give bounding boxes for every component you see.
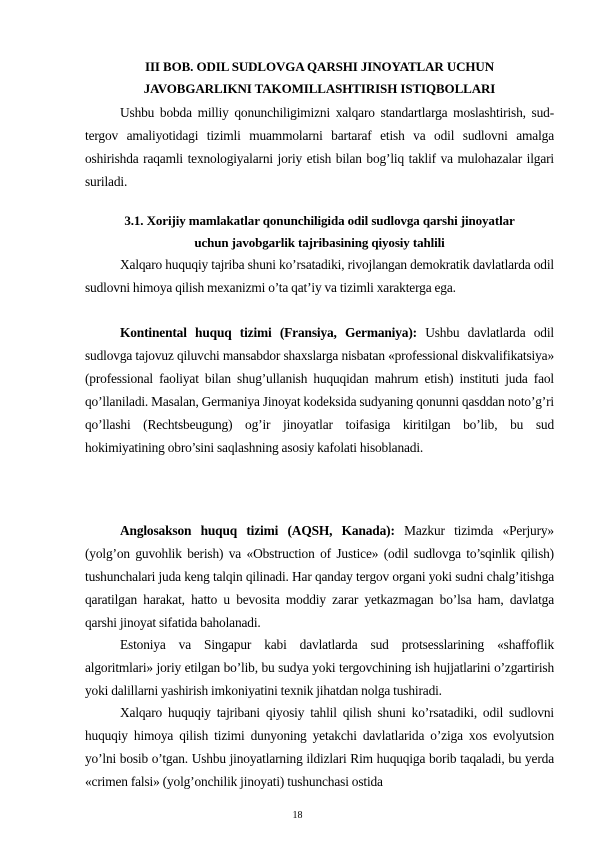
intro-paragraph: Ushbu bobda milliy qonunchiligimizni xalqaro standartlarga moslashtirish, sud-tergov amaliyotidagi tizimli muammolarni bartaraf etish va odil sudlovni amalga oshirishda raqamli texnologiyalarni joriy etish bilan bog’liq taklif va mulohazalar ilgari suriladi. bbox=[85, 105, 554, 190]
paragraph-international-experience: Xalqaro huquqiy tajriba shuni ko’rsatadiki, rivojlangan demokratik davlatlarda odil sudlovni himoya qilish mexanizmi o’ta qat’iy va tizimli xarakterga ega. bbox=[85, 257, 554, 296]
paragraph-continental-law bbox=[85, 321, 554, 460]
paragraph-comparative-analysis: Xalqaro huquqiy tajribani qiyosiy tahlil qilish shuni ko’rsatadiki, odil sudlovni huquqiy himoya qilish tizimi dunyoning yetakchi davlatlarida o’ziga xos evolyutsion yo’lni bosib o’tgan. Ushbu jinoyatlarning ildizlari Rim huquqiga borib taqaladi, bu yerda «crimen falsi» (yolg’onchilik jinoyati) tushunchasi ostida bbox=[85, 705, 554, 790]
chapter-title-line2: JAVOBGARLIKNI TAKOMILLASHTIRISH ISTIQBOLLARI bbox=[143, 81, 496, 96]
paragraph-lead-continental: Kontinental huquq tizimi (Fransiya, Germaniya): bbox=[120, 325, 417, 340]
paragraph-anglo-saxon-law bbox=[85, 519, 554, 634]
section-title-line1: 3.1. Xorijiy mamlakatlar qonunchiligida odil sudlovga qarshi jinoyatlar bbox=[124, 213, 515, 228]
page-number: 18 bbox=[292, 810, 303, 821]
paragraph-body-anglo-saxon: Mazkur tizimda «Perjury» (yolg’on guvohlik berish) va «Obstruction of Justice» (odil sudlovga to’sqinlik qilish) tushunchalari juda keng talqin qilinadi. Har qanday tergov organi yoki sudni chalg’itishga qaratilgan harakat, hatto u bevosita moddiy zarar yetkazmagan bo’lsa ham, davlatga qarshi jinoyat sifatida baholanadi. bbox=[85, 523, 554, 631]
paragraph-estonia-singapore: Estoniya va Singapur kabi davlatlarda sud protsesslarining «shaffoflik algoritmlari» joriy etilgan bo’lib, bu sudya yoki tergovchining ish hujjatlarini o’zgartirish yoki dalillarni yashirish imkoniyatini texnik jihatdan nolga tushiradi. bbox=[85, 637, 554, 699]
section-title bbox=[85, 210, 554, 254]
chapter-title-line1: III BOB. ODIL SUDLOVGA QARSHI JINOYATLAR UCHUN bbox=[144, 59, 494, 74]
chapter-title bbox=[85, 56, 554, 100]
paragraph-body-continental: Ushbu davlatlarda odil sudlovga tajovuz qiluvchi mansabdor shaxslarga nisbatan «professional diskvalifikatsiya» (professional faoliyat bilan shug’ullanish huquqidan mahrum etish) instituti juda faol qo’llaniladi. Masalan, Germaniya Jinoyat kodeksida sudyaning qonunni qasddan noto’g’ri qo’llashi (Rechtsbeugung) og’ir jinoyatlar toifasiga kiritilgan bo’lib, bu sud hokimiyatining obro’sini saqlashning asosiy kafolati hisoblanadi. bbox=[85, 325, 554, 456]
section-title-line2: uchun javobgarlik tajribasining qiyosiy tahlili bbox=[194, 235, 445, 250]
paragraph-lead-anglo-saxon: Anglosakson huquq tizimi (AQSH, Kanada): bbox=[120, 523, 395, 538]
